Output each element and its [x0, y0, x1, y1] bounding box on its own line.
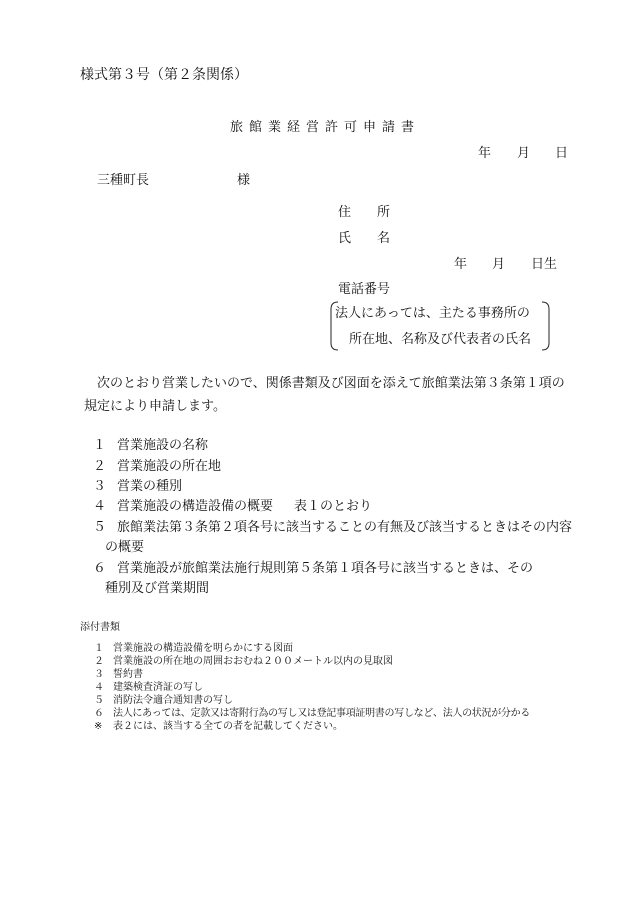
- attachment-number: ６: [94, 708, 104, 719]
- item-continuation: 種別及び営業期間: [105, 581, 210, 596]
- attachment-text: 法人にあっては、定款又は寄附行為の写し又は登記事項証明書の写しなど、法人の状況が分かる: [113, 708, 530, 719]
- addressee-name: 三種町長: [97, 173, 150, 188]
- item-text: 営業施設の所在地: [117, 459, 222, 474]
- item-number: ２: [93, 459, 107, 474]
- date-month: 月: [517, 146, 531, 161]
- attachment-text: 建築検査済証の写し: [113, 682, 203, 693]
- item-continuation: の概要: [105, 540, 145, 555]
- item-extra: 表１のとおり: [294, 499, 373, 514]
- item-number: １: [93, 438, 107, 453]
- date-day: 日: [555, 146, 569, 161]
- page-title: 旅館業経営許可申請書: [230, 120, 421, 135]
- name-label: 氏 名: [338, 231, 391, 246]
- item-number: ４: [93, 499, 107, 514]
- item-number: ６: [93, 561, 107, 576]
- attachment-number: ３: [94, 669, 104, 680]
- attachment-text: 消防法令適合通知書の写し: [113, 695, 233, 706]
- item-number: ３: [93, 479, 107, 494]
- item-text: 営業施設の構造設備の概要: [117, 499, 274, 514]
- item-text: 旅館業法第３条第２項各号に該当することの有無及び該当するときはその内容: [117, 520, 573, 535]
- attachment-text: 誓約書: [113, 669, 143, 680]
- phone-label: 電話番号: [338, 282, 391, 297]
- birth-month: 月: [492, 257, 506, 272]
- birth-day: 日生: [531, 257, 558, 272]
- item-number: ５: [93, 520, 107, 535]
- attachment-number: ２: [94, 656, 104, 667]
- form-number: 様式第３号（第２条関係）: [80, 67, 248, 83]
- item-text: 営業施設の名称: [117, 438, 209, 453]
- addressee-honorific: 様: [237, 173, 251, 188]
- attachment-text: 営業施設の所在地の周囲おおむね２００メートル以内の見取図: [113, 656, 393, 667]
- attachment-number: ４: [94, 682, 104, 693]
- date-year: 年: [478, 146, 492, 161]
- address-label: 住 所: [338, 205, 391, 220]
- attachment-number: ※: [94, 721, 103, 732]
- attachment-number: １: [94, 643, 104, 654]
- corporate-note-line1: 法人にあっては、主たる事務所の: [335, 306, 530, 321]
- item-text: 営業の種別: [117, 479, 183, 494]
- body-text-line1: 次のとおり営業したいので、関係書類及び図面を添えて旅館業法第３条第１項の: [97, 376, 565, 391]
- attachment-text: 営業施設の構造設備を明らかにする図面: [113, 643, 293, 654]
- attachments-heading: 添付書類: [80, 622, 120, 633]
- body-text-line2: 規定により申請します。: [84, 399, 226, 414]
- corporate-note-line2: 所在地、名称及び代表者の氏名: [349, 332, 532, 347]
- item-text: 営業施設が旅館業法施行規則第５条第１項各号に該当するときは、その: [117, 561, 534, 576]
- attachment-text: 表２には、該当する全ての者を記載してください。: [113, 721, 343, 732]
- birth-year: 年: [454, 257, 468, 272]
- attachment-number: ５: [94, 695, 104, 706]
